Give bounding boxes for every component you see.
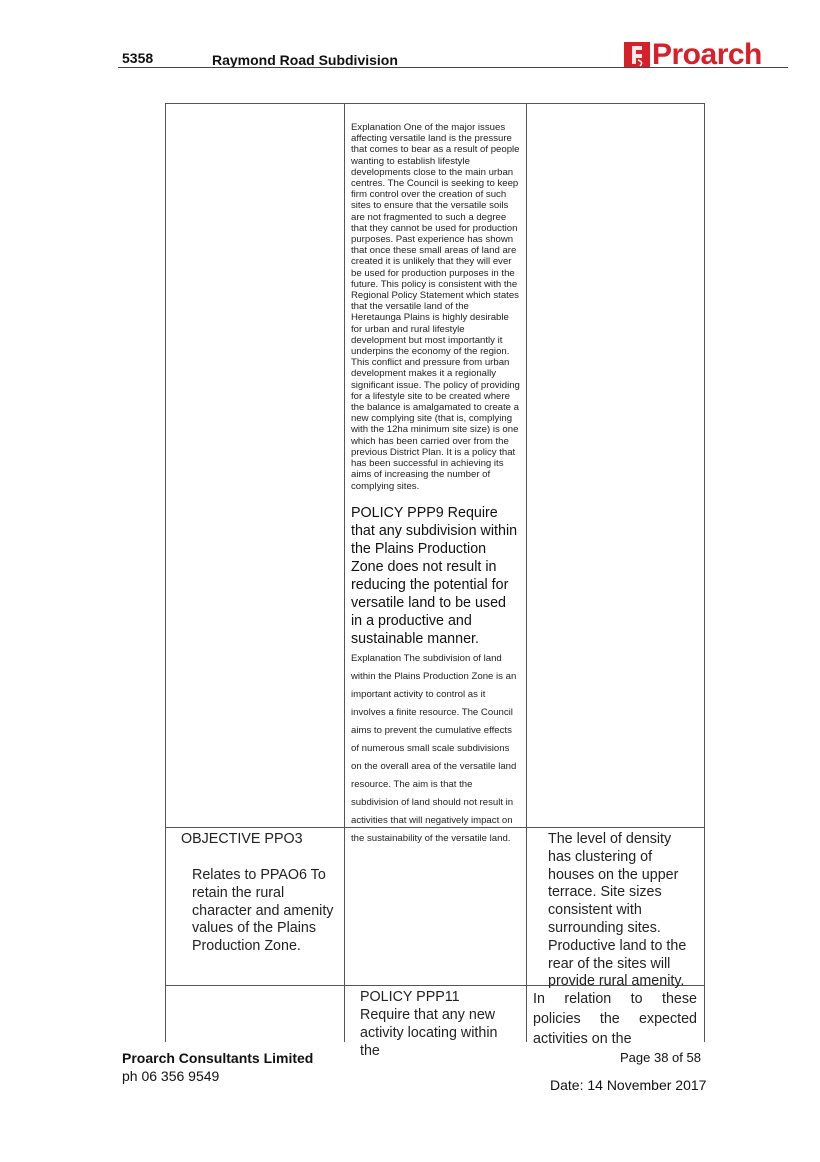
objective-assessment: The level of density has clustering of houses on the upper terrace. Site sizes consistent with surrounding sites. Productive land to the rear of the sites will provide rural amenity. xyxy=(548,831,687,990)
policy-ppp9-heading: POLICY PPP9 Require that any subdivision within the Plains Production Zone does not result in reducing the potential for versatile land to be used in a productive and sustainable manner. xyxy=(351,504,518,647)
footer-date: Date: 14 November 2017 xyxy=(550,1077,707,1093)
column-divider-2 xyxy=(526,103,527,1042)
document-title: Raymond Road Subdivision xyxy=(212,52,398,68)
logo-mark-icon xyxy=(624,42,650,68)
logo-text: Proarch xyxy=(652,38,762,71)
policy-ppp11-text: Require that any new activity locating within the xyxy=(360,1007,498,1059)
policy-ppp11-title: POLICY PPP11 xyxy=(360,989,460,1005)
objective-text: Relates to PPAO6 To retain the rural character and amenity values of the Plains Production Zone. xyxy=(192,867,334,955)
table-border-right xyxy=(704,103,705,1042)
footer-page-number: Page 38 of 58 xyxy=(620,1050,701,1065)
proarch-logo xyxy=(624,38,762,71)
document-number: 5358 xyxy=(122,50,154,66)
table-border-left xyxy=(165,103,166,1042)
header-rule xyxy=(118,67,788,68)
explanation-paragraph: Explanation One of the major issues affecting versatile land is the pressure that comes to bear as a result of people wanting to establish lifestyle developments close to the main urban centres. The Council is seeking to keep firm control over the creation of such sites to ensure that the versatile soils are not fragmented to such a degree that they cannot be used for production purposes. Past experience has shown that once these small areas of land are created it is unlikely that they will ever be used for production purposes in the future. This policy is consistent with the Regional Policy Statement which states that the versatile land of the Heretaunga Plains is highly desirable for urban and rural lifestyle development but most importantly it underpins the economy of the region. This conflict and pressure from urban development makes it a regionally significant issue. The policy of providing for a lifestyle site to be created where the balance is amalgamated to create a new complying site (that is, complying with the 12ha minimum site size) is one which has been carried over from the previous District Plan. It is a policy that has been successful in achieving its aims of increasing the number of complying sites. xyxy=(351,122,520,492)
objective-title: OBJECTIVE PPO3 xyxy=(181,831,303,847)
row1-policy-cell xyxy=(351,122,521,846)
footer-phone: ph 06 356 9549 xyxy=(122,1068,220,1084)
footer-company: Proarch Consultants Limited xyxy=(122,1050,314,1066)
policy-ppp11-assessment: In relation to these policies the expected activities on the xyxy=(533,991,697,1047)
table-border-top xyxy=(165,103,705,104)
policy-ppp9-explanation: Explanation The subdivision of land within the Plains Production Zone is an important activity to control as it involves a finite resource. The Council aims to prevent the cumulative effects of numerous small scale subdivisions on the overall area of the versatile land resource. The aim is that the subdivision of land should not result in activities that will negatively impact on the sustainability of the versatile land. xyxy=(351,652,517,844)
policy-ppp9-paragraph xyxy=(351,504,521,846)
column-divider-1 xyxy=(344,103,345,1042)
